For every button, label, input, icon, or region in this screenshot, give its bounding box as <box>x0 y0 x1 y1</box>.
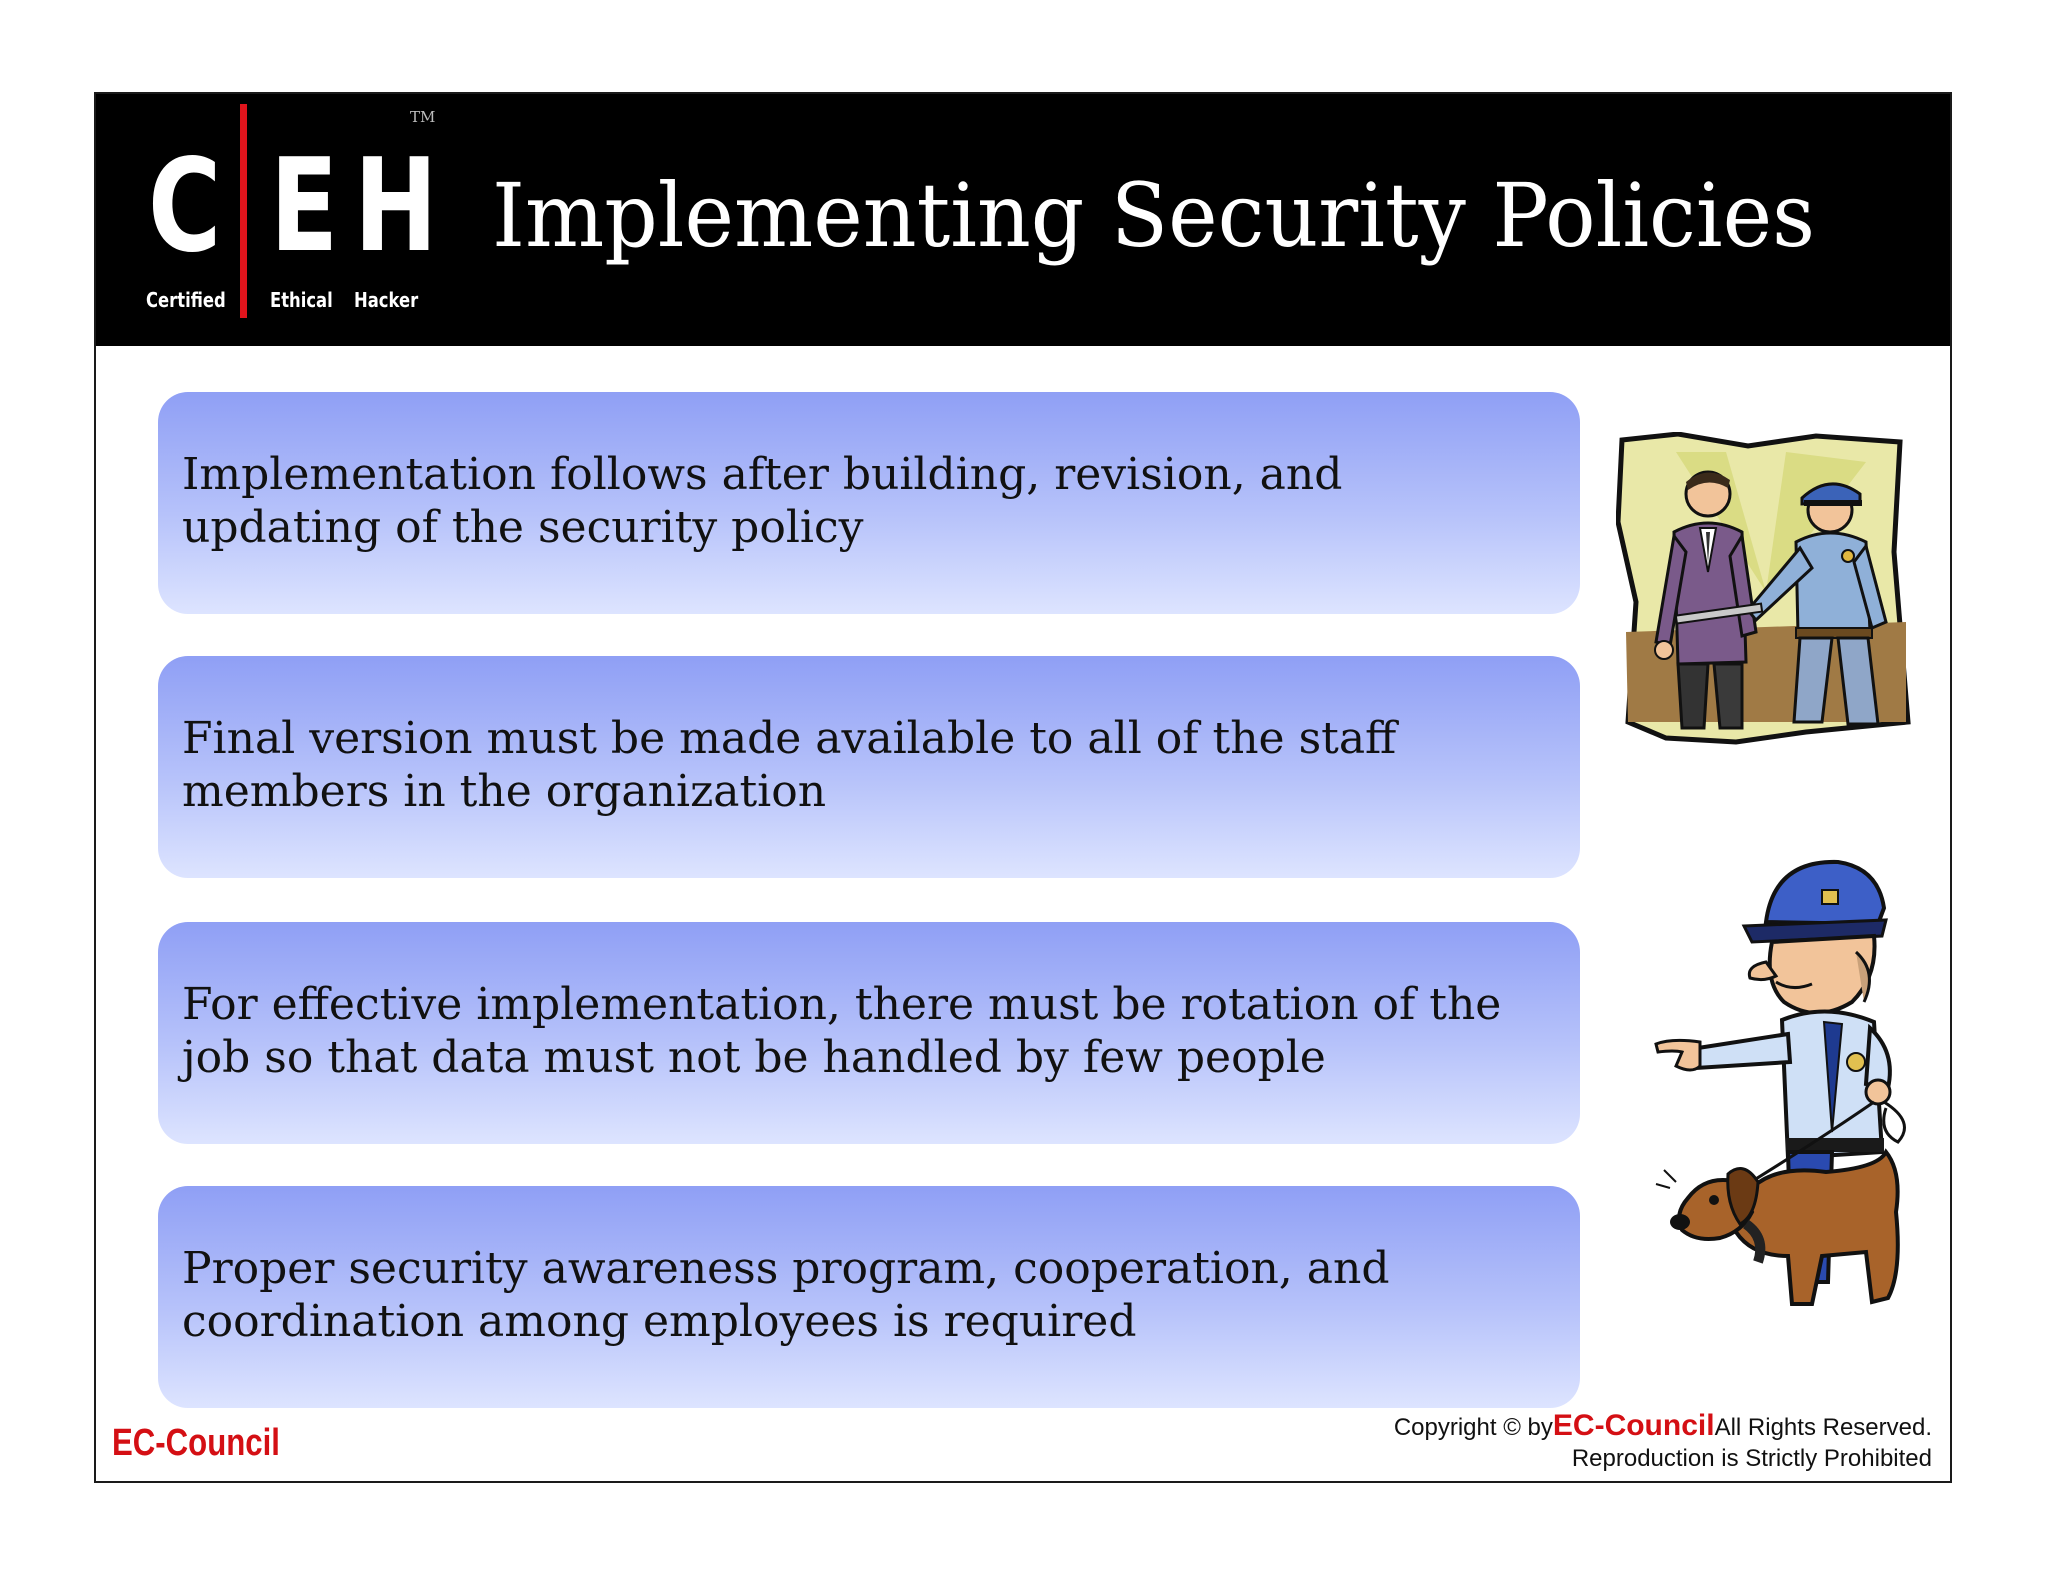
point-box-4 <box>158 1186 1580 1408</box>
point-text-3: For effective implementation, there must be rotation of the job so that data must not be handled by few people <box>182 979 1502 1083</box>
copyright-line <box>1394 1410 1932 1443</box>
trademark-mark: TM <box>410 108 436 126</box>
logo-red-bar <box>240 104 247 318</box>
logo-letter-e: E <box>270 132 339 281</box>
logo-subtitle-certified: Certified <box>146 288 226 312</box>
logo-subtitle-ethical: Ethical <box>270 288 333 312</box>
point-text-1: Implementation follows after building, revision, and updating of the security policy <box>182 449 1343 553</box>
logo-subtitle-hacker: Hacker <box>354 288 419 312</box>
copyright-notice <box>1394 1410 1932 1474</box>
copyright-brand: EC-Council <box>1552 1409 1715 1442</box>
slide <box>94 92 1952 1483</box>
footer-brand-logo: EC-Council <box>112 1422 280 1464</box>
copyright-prefix: Copyright © by <box>1393 1414 1553 1441</box>
point-text-2: Final version must be made available to all of the staff members in the organization <box>182 713 1397 817</box>
reproduction-line: Reproduction is Strictly Prohibited <box>1571 1445 1932 1472</box>
security-guard-inspection-icon <box>1616 432 1916 752</box>
point-box-3 <box>158 922 1580 1144</box>
guard-with-dog-icon <box>1616 852 1916 1372</box>
copyright-suffix: All Rights Reserved. <box>1714 1414 1932 1441</box>
header-bar <box>96 94 1950 346</box>
point-box-2 <box>158 656 1580 878</box>
point-text-4: Proper security awareness program, cooperation, and coordination among employees is required <box>182 1243 1390 1347</box>
logo-letter-h: H <box>354 132 438 281</box>
logo-letter-c: C <box>148 132 222 281</box>
point-box-1 <box>158 392 1580 614</box>
ceh-logo <box>96 94 456 346</box>
page-title: Implementing Security Policies <box>492 164 1815 267</box>
